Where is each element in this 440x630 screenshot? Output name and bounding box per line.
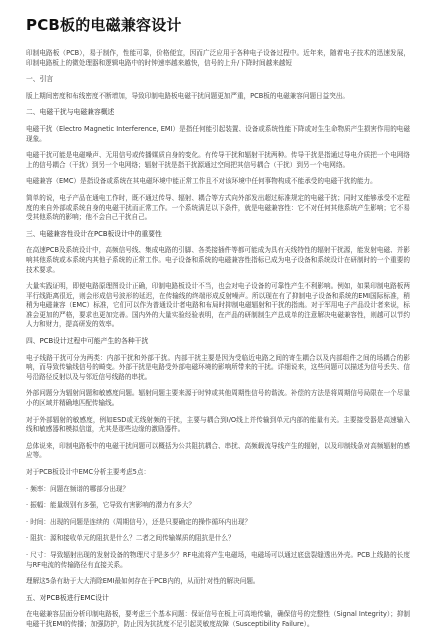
list-item: · 频率：问题在频谱的哪部分出现？	[26, 484, 130, 493]
paragraph: 电磁干扰可能是电磁噪声、无用信号或传播媒质自身的变化。有传导干扰和辐射干扰两种。传导干扰是指通过导电介质把一个电网络上的信号耦合（干扰）到另一个电网络；辐射干扰是指干扰源通过空间把其信号耦合（干扰）到另一个电网络。	[26, 151, 410, 169]
section-heading: 二、电磁干扰与电磁兼容概述	[26, 108, 115, 117]
paragraph: 在高速PCB及系统设计中，高频信号线、集成电路的引脚、各类接插件等都可能成为具有天线特性的辐射干扰源，能发射电磁、并影响其他系统或本系统内其他子系统的正常工作。电子设备和系统的电磁兼容性指标已成为电子设备和系统设计在研制时的一个重要的技术要求。	[26, 246, 410, 274]
paragraph: 印制电路板（PCB），易于制作，性能可靠，价格便宜，因而广泛应用于各种电子设备过程中。近年来，随着电子技术的迅速发展，印制电路板上的微处理器和逻辑电路中的时钟速率越来越快，信号的上升/下降时间越来越短	[26, 49, 410, 67]
paragraph: 在电磁兼容层面分析印制电路板，要考虑三个基本问题：保证信号在板上可高地传输，确保信号的完整性（Signal Integrity）；抑制电磁干扰EMI的传播；加强防护，防止因为抗扰度不足引起灵敏度故障（Susceptibility Failure）。	[26, 610, 410, 628]
paragraph: 电子线路干扰可分为两类：内部干扰和外部干扰。内部干扰主要是因为受临近电路之间的寄生耦合以及内部组件之间的场耦合的影响，而导致传输线信号的畸变。外部干扰是电路受外部电磁环境的影响所带来的干扰。详细说来，这些问题可以描述为信号丢失、信号沿路径反射以及与邻近信号线路的串扰。	[26, 353, 410, 381]
section-heading: 五、对PCB板进行EMC设计	[26, 593, 109, 602]
paragraph: 简单的说，电子产品在通电工作时，既不通过传导、辐射、耦合等方式向外部发出超过标准规定的电磁干扰；同时又能够承受不定程度的来自外部或系统自身的电磁干扰而正常工作。一个系统满足以下条件，就是电磁兼容性：它不对任何其他系统产生影响；它不易受其他系统的影响；他不会自己干扰自己。	[26, 193, 410, 222]
document-title: PCB板的电磁兼容设计	[26, 16, 182, 34]
paragraph: · 尺寸：导致辐射出现的发射设备的物理尺寸是多少？RF电流将产生电磁场，电磁场可以通过底盘裂缝透出外壳。PCB上线路的长度与RF电流的传输路径有直接关系。	[26, 550, 410, 569]
paragraph: 对于PCB板设计中EMC分析主要考虑5点：	[26, 468, 151, 476]
paragraph: 对于外部辐射的敏感度，例如ESD或无线射频的干扰，主要与耦合到I/O线上并传输到单元内部的能量有关。主要接受器是高速输入线和敏感器和模拟信道，尤其是那些边缘的激励器件。	[26, 415, 410, 434]
document-body	[26, 49, 410, 630]
section-heading: 一、引言	[26, 75, 54, 84]
paragraph: 总体说来，印制电路板中的电磁干扰问题可以概括为公共阻抗耦合、串扰、高频载流导线产生的辐射，以及印制线条对高频辐射的感应等。	[26, 441, 410, 460]
paragraph: 版上期间密度和布线密度不断增加，导致印制电路板电磁干扰问题更加严重，PCB板的电磁兼容问题日益突出。	[26, 91, 350, 100]
paragraph: 大量实践证明，即便电路原理图设计正确，印制电路板设计不当，也会对电子设备的可靠性产生不利影响。例如，如果印制电路板两平行线距离很近，则会形成信号波形的延迟，在传输线的终端形成反射噪声。所以现在有了抑制电子设备和系统的EMI国际标准，稍稍为电磁兼容（EMC）标准，它们可以作为普通设计者电路和布局时抑制电磁辐射和干扰的指南。对于军用电子产品设计者来说，标准会更加的严格，要求也更加完善。国内外的大量实验经验表明，在产品的研制制生产总成单的注意解决电磁兼容性，则越可以节约人力和财力，提高研发的效率。	[26, 282, 410, 329]
list-item: · 阻抗：源和接收单元的阻抗是什么？二者之间传输媒质的阻抗是什么？	[26, 534, 235, 543]
paragraph: 理解这5条有助于大大消除EMI最如何存在于PCB内的，从而针对性的解决问题。	[26, 577, 260, 586]
section-heading: 四、PCB设计过程中可能产生的各种干扰	[26, 337, 149, 346]
paragraph: 电磁干扰（Electro Magnetic Interference, EMI）是指任何能引起装置、设备或系统性能下降或对生生命物质产生损害作用的电磁现象。	[26, 124, 410, 143]
list-item: · 振幅：能量级别有多强，它导致有害影响的潜力有多大？	[26, 501, 196, 510]
section-heading: 三、电磁兼容性设计在PCB板设计中的重要性	[26, 229, 162, 238]
list-item: · 时间：出现的问题是连续的（周期信号），还是只要确定的操作循环内出现？	[26, 517, 252, 526]
paragraph: 电磁兼容（EMC）是指设备或系统在其电磁环境中能正常工作且不对该环境中任何事物构成不能承受的电磁干扰的能力。	[26, 177, 377, 186]
paragraph: 外部问题分为辐射问题和敏感度问题。辐射问题主要来源于时钟或其他周期性信号的谐波。补偿的方法是将周期信号局限在一个尽量小的区域并精确地匹配传输线。	[26, 389, 410, 408]
